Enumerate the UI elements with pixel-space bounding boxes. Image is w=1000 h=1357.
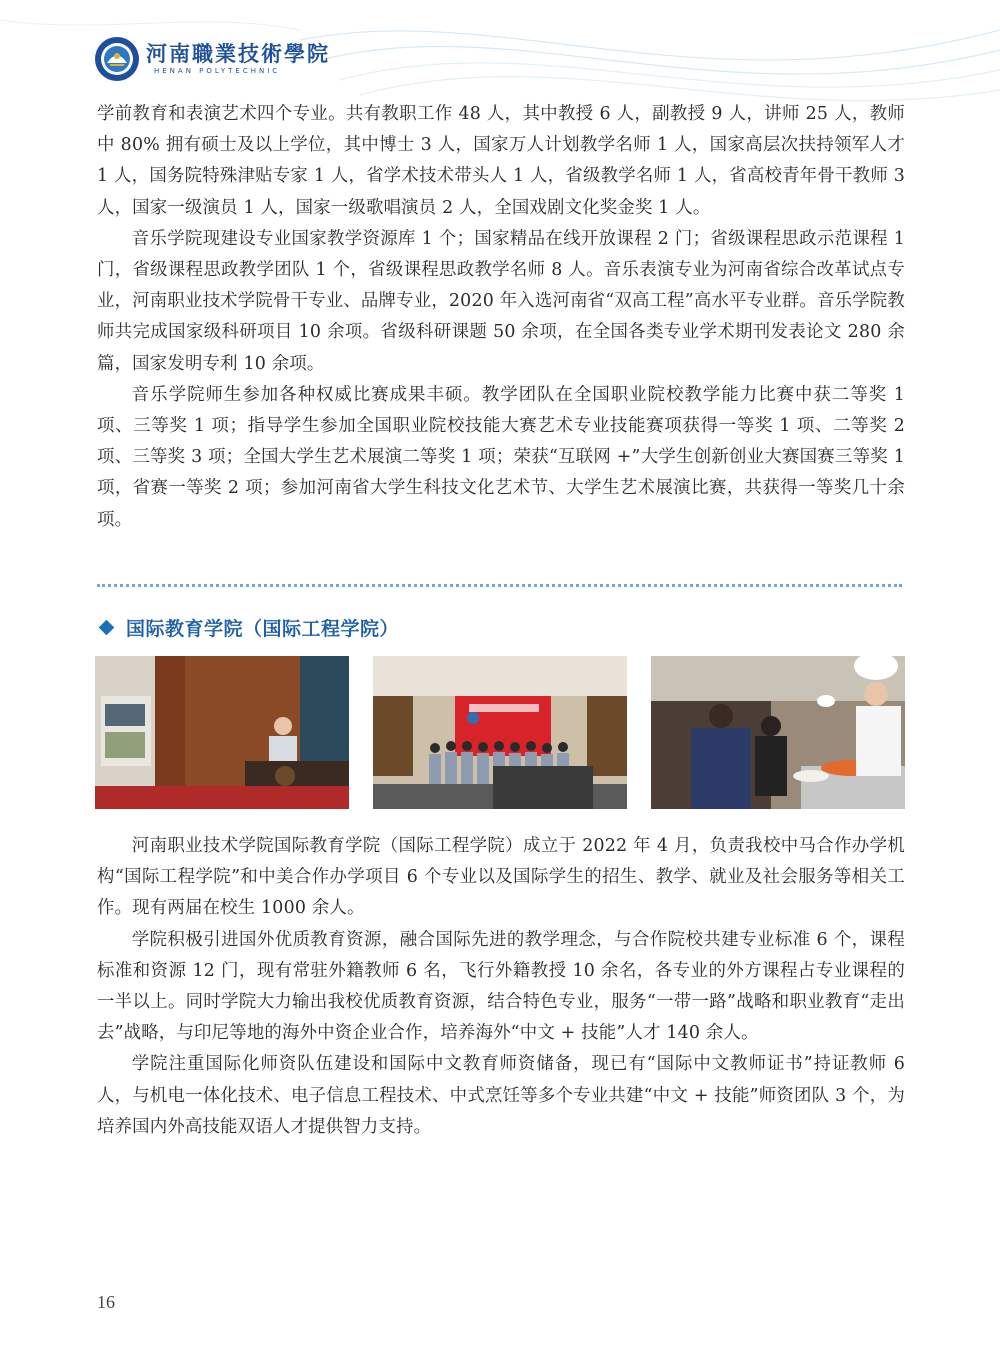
paragraph: 音乐学院师生参加各种权威比赛成果丰硕。教学团队在全国职业院校教学能力比赛中获二等奖 1 项、三等奖 1 项；指导学生参加全国职业院校技能大赛艺术专业技能赛项获得一等奖 1 项、二等奖 2 项、三等奖 3 项；全国大学生艺术展演二等奖 1 项；荣获“互联网 +”大学生创新创业大赛国赛三等奖 1 项，省赛一等奖 2 项；参加河南省大学生科技文化艺术节、大学生艺术展演比赛，共获得一等奖几十余项。 — [97, 384, 905, 530]
diamond-bullet-icon — [99, 619, 115, 635]
section-title: 国际教育学院（国际工程学院） — [126, 617, 400, 640]
school-logo — [94, 36, 330, 86]
paragraph: 学院积极引进国外优质教育资源，融合国际先进的教学理念，与合作院校共建专业标准 6 个，课程标准和资源 12 门，现有常驻外籍教师 6 名，飞行外籍教授 10 余名，各专业的外方课程占专业课程的一半以上。同时学院大力输出我校优质教育资源，结合特色专业，服务“一带一路”战略和职业教育“走出去”战略，与印尼等地的海外中资企业合作，培养海外“中文 + 技能”人才 140 余人。 — [97, 929, 905, 1044]
international-college-text — [97, 831, 905, 1143]
paragraph: 学院注重国际化师资队伍建设和国际中文教育师资储备，现已有“国际中文教师证书”持证教师 6 人，与机电一体化技术、电子信息工程技术、中式烹饪等多个专业共建“中文 + 技能”师资团队 3 个，为培养国内外高技能双语人才提供智力支持。 — [97, 1054, 905, 1137]
photo-group — [373, 656, 627, 809]
school-emblem-icon — [94, 36, 140, 82]
logo-chinese-name: 河南職業技術學院 — [146, 41, 330, 66]
photo-lecture — [95, 656, 349, 809]
page-number: 16 — [97, 1292, 115, 1312]
logo-english-name: HENAN POLYTECHNIC — [154, 67, 281, 75]
paragraph: 河南职业技术学院国际教育学院（国际工程学院）成立于 2022 年 4 月，负责我校中马合作办学机构“国际工程学院”和中美合作办学项目 6 个专业以及国际学生的招生、教学、就业及社会服务等相关工作。现有两届在校生 1000 余人。 — [97, 836, 905, 919]
section-heading — [97, 610, 399, 644]
photo-cooking — [651, 656, 905, 809]
music-college-text — [97, 99, 905, 536]
paragraph: 学前教育和表演艺术四个专业。共有教职工作 48 人，其中教授 6 人，副教授 9 人，讲师 25 人，教师中 80% 拥有硕士及以上学位，其中博士 3 人，国家万人计划教学名师 1 人，国家高层次扶持领军人才 1 人，国务院特殊津贴专家 1 人，省学术技术带头人 1 人，省级教学名师 1 人，省高校青年骨干教师 3 人，国家一级演员 1 人，国家一级歌唱演员 2 人，全国戏剧文化奖金奖 1 人。 — [97, 104, 905, 218]
dotted-divider — [97, 584, 902, 587]
paragraph: 音乐学院现建设专业国家教学资源库 1 个；国家精品在线开放课程 2 门；省级课程思政示范课程 1 门，省级课程思政教学团队 1 个，省级课程思政教学名师 8 人。音乐表演专业为河南省综合改革试点专业，河南职业技术学院骨干专业、品牌专业，2020 年入选河南省“双高工程”高水平专业群。音乐学院教师共完成国家级科研项目 10 余项。省级科研课题 50 余项，在全国各类专业学术期刊发表论文 280 余篇，国家发明专利 10 余项。 — [97, 228, 905, 374]
